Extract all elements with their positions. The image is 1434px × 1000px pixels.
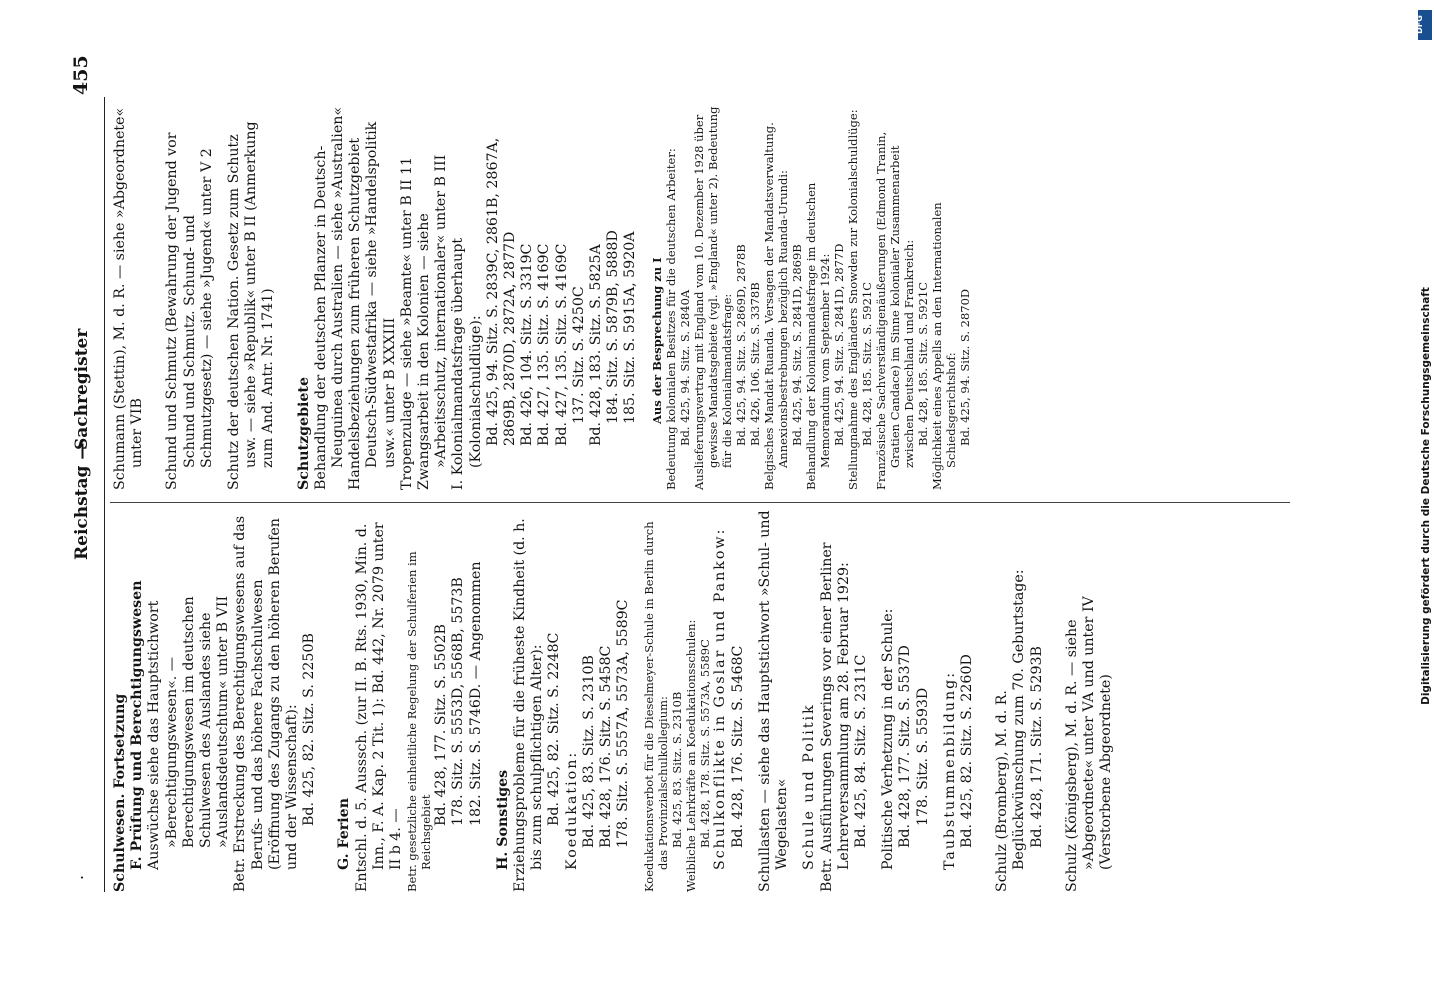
index-entry: Bd. 425, 94. Sitz. S. 2839C, 2861B, 2867A, 2869B, 2870D, 2872A, 2877D (484, 137, 519, 446)
index-entry: Betr. Erstreckung des Berechtigungswesens auf das Berufs- und das höhere Fachschulwesen (Eröffnung des Zugangs zu den höheren Berufen und der Wissenschaft): (232, 515, 301, 892)
index-entry: Bedeutung kolonialen Besitzes für die deutschen Arbeiter: (663, 148, 678, 490)
index-entry: Weibliche Lehrkräfte an Koedukationsschulen: (684, 619, 699, 892)
index-entry: Schullasten — siehe das Hauptstichwort »Schul- und Wegelasten« (756, 510, 791, 892)
index-entry: Bd. 425, 82. Sitz. S. 2250B (301, 633, 318, 826)
index-entry: Auslieferungsvertrag mit England vom 10. Dezember 1928 über gewisse Mandatsgebiete (vgl. »England« unter 2). Bedeutung für die Kolonialmandatsfrage: (691, 106, 734, 490)
index-entry: Schulkonflikte in Goslar und Pankow: (712, 527, 729, 870)
index-entry: H. Sonstiges (494, 769, 511, 870)
index-entry: Beglückwünschung zum 70. Geburtstage: (1011, 569, 1028, 870)
spacer (318, 507, 336, 892)
index-entry: I. Kolonialmandatsfrage überhaupt (Kolonialschuldlüge): (450, 237, 484, 490)
dfg-logo: DFG (1418, 10, 1432, 40)
index-entry: Schulwesen. Fortsetzung (112, 693, 128, 892)
spacer (747, 507, 757, 892)
index-entry: Schulz (Königsberg), M. d. R. — siehe »Abgeordnete« unter VA und unter IV (Verstorbene Abgeordnete) (1063, 596, 1115, 892)
index-entry: Bd. 425, 94. Sitz. S. 2841D, 2869B (789, 244, 804, 446)
spacer (791, 507, 801, 892)
index-entry: Schulz (Bromberg), M. d. R. (994, 690, 1011, 892)
index-entry: Möglichkeit eines Appells an den Internationalen Schiedsgerichtshof: (929, 202, 958, 490)
index-entry: Betr. Ausführungen Severings vor einer Berliner Lehrerversammlung am 28. Februar 1929: (818, 542, 852, 892)
index-entry: Belgisches Mandat Ruanda. Versagen der Mandatsverwaltung. Annexionsbestrebungen bezüglich Ruanda-Urundi: (761, 122, 790, 490)
spacer (1046, 507, 1064, 892)
spacer (976, 507, 994, 892)
index-entry: Bd. 428, 176. Sitz. S. 5468C (729, 645, 746, 848)
index-entry: Bd. 425, 83. Sitz. S. 2310B (670, 691, 685, 848)
index-entry: Bd. 425, 94. Sitz. S. 2869D, 2878B (733, 244, 748, 446)
index-entry: Bd. 426, 104. Sitz. S. 3319C (519, 243, 536, 446)
index-entry: Bd. 428, 177. Sitz. S. 5537D (897, 645, 914, 848)
index-entry: Bd. 428, 185. Sitz. S. 5921C (859, 281, 874, 446)
header-rule (104, 97, 105, 892)
index-entry: Bd. 425, 94. Sitz. S. 2870D (957, 288, 972, 446)
index-entry: Politische Verhetzung in der Schule: (880, 608, 897, 870)
running-header: . Reichstag — Sachregister 455 (68, 55, 92, 880)
index-entry: Bd. 425, 83. Sitz. S. 2310B (580, 655, 597, 848)
index-entry: Schutz der deutschen Nation. Gesetz zum Schutz usw. — siehe »Republik« unter B II (Anmerkung zum And. Antr. Nr. 1741) (226, 121, 277, 490)
index-entry: Behandlung der deutschen Pflanzer in Deutsch-Neuguinea durch Australien — siehe »Australien« (312, 106, 347, 490)
index-entry: 178. Sitz. S. 5557A, 5573A, 5589C (615, 599, 632, 848)
index-entry: Bd. 428, 178. Sitz. S. 5573A, 5589C (698, 639, 713, 848)
index-entry: Betr. gesetzliche einheitliche Regelung der Schulferien im Reichsgebiet (405, 551, 434, 892)
index-entry: Handelsbeziehungen zum früheren Schutzgebiet Deutsch-Südwestafrika — siehe »Handelspolitik usw.« unter B XXXIII (347, 121, 398, 490)
right-column (112, 105, 972, 490)
index-entry: G. Ferien (336, 797, 353, 870)
index-entry: Bd. 425, 94. Sitz. S. 2840A (677, 289, 692, 446)
index-entry: Tropenzulage — siehe »Beamte« unter B II 11 (398, 156, 415, 490)
index-entry: Bd. 428, 177. Sitz. S. 5502B (433, 624, 450, 826)
side-note: Digitalisierung gefördert durch die Deutsche Forschungsgemeinschaft (1420, 287, 1432, 705)
index-entry: 184. Sitz. S. 5879B, 5888D (605, 230, 622, 424)
index-entry: Aus der Besprechung zu I (649, 257, 664, 424)
index-entry: Bd. 428, 171. Sitz. S. 5293B (1028, 646, 1045, 848)
header-left: Reichstag — (72, 442, 92, 560)
spacer (216, 105, 226, 490)
index-entry: 182. Sitz. S. 5746D. — Angenommen (467, 561, 484, 826)
spacer (278, 105, 296, 490)
index-entry: Bd. 428, 176. Sitz. S. 5458C (598, 645, 615, 848)
index-entry: Schutzgebiete (295, 377, 312, 490)
index-entry: 137. Sitz. S. 4250C (570, 286, 587, 424)
index-entry: Bd. 425, 82. Sitz. S. 2248C (546, 632, 563, 826)
index-entry: Französische Sachverständigenäußerungen (Edmond Tranin, Gratien Candace) im Sinne kolonialer Zusammenarbeit zwischen Deutschland und Frankreich: (873, 131, 916, 490)
index-entry: Erziehungsprobleme für die früheste Kindheit (d. h. bis zum schulpflichtigen Alter): (512, 518, 546, 892)
index-entry: Entschl. d. 5. Ausssch. (zur II. B. Rts. 1930, Min. d. Inn., F. A. Kap. 2 Tit. 1): Bd. 442, Nr. 2079 unter II b 4. — (353, 522, 405, 892)
index-entry: Schule und Politik (801, 703, 818, 870)
index-entry: Taubstummenbildung: (941, 671, 958, 870)
index-entry: Behandlung der Kolonialmandatsfrage im deutschen Memorandum vom September 1924: (803, 182, 832, 490)
index-entry: Bd. 428, 183. Sitz. S. 5825A (588, 244, 605, 446)
index-entry: Bd. 428, 185. Sitz. S. 5921C (915, 281, 930, 446)
spacer (932, 507, 942, 892)
page-number: 455 (70, 55, 92, 95)
spacer (632, 507, 642, 892)
spacer (146, 105, 164, 490)
column-divider (110, 502, 1290, 503)
index-entry: Bd. 425, 94. Sitz. S. 2841D, 2877D (831, 243, 846, 446)
index-entry: Auswüchse siehe das Hauptstichwort »Berechtigungswesen«. — Berechtigungswesen im deutschen Schulwesen des Auslandes siehe »Auslandsdeutschtum« unter B VII (146, 595, 232, 870)
spacer (485, 507, 495, 892)
index-entry: Stellungnahme des Engländers Snowden zur Kolonialschuldlüge: (845, 109, 860, 490)
index-entry: Bd. 427, 135. Sitz. S. 4169C (536, 243, 553, 446)
index-entry: Zwangsarbeit in den Kolonien — siehe »Arbeitsschutz, internationaler« unter B III (416, 154, 450, 490)
index-entry: Schund und Schmutz (Bewahrung der Jugend vor Schund und Schmutz. Schund- und Schmutzgesetz) — siehe »Jugend« unter V 2 (164, 132, 215, 490)
index-entry: Bd. 425, 82. Sitz. S. 2260D (958, 654, 975, 848)
left-column (112, 507, 1115, 892)
spacer (640, 105, 650, 490)
spacer (870, 507, 880, 892)
header-right: Sachregister (72, 328, 92, 450)
index-entry: Koedukation: (563, 750, 580, 870)
index-entry: 178. Sitz. S. 5593D (914, 687, 931, 826)
index-entry: 185. Sitz. S. 5915A, 5920A (622, 231, 639, 424)
index-entry: F. Prüfung und Berechtigungswesen (129, 580, 146, 870)
index-entry: Bd. 426, 106. Sitz. S. 3378B (747, 282, 762, 446)
index-entry: Bd. 427, 135. Sitz. S. 4169C (553, 243, 570, 446)
index-entry: Koedukationsverbot für die Dieselmeyer-Schule in Berlin durch das Provinzialschulkollegium: (642, 521, 671, 892)
index-entry: 178. Sitz. S. 5553D, 5568B, 5573B (450, 577, 467, 826)
index-entry: Bd. 425, 84. Sitz. S. 2311C (852, 654, 869, 848)
index-entry: Schumann (Stettin), M. d. R. — siehe »Abgeordnete« unter VIB (112, 107, 146, 490)
